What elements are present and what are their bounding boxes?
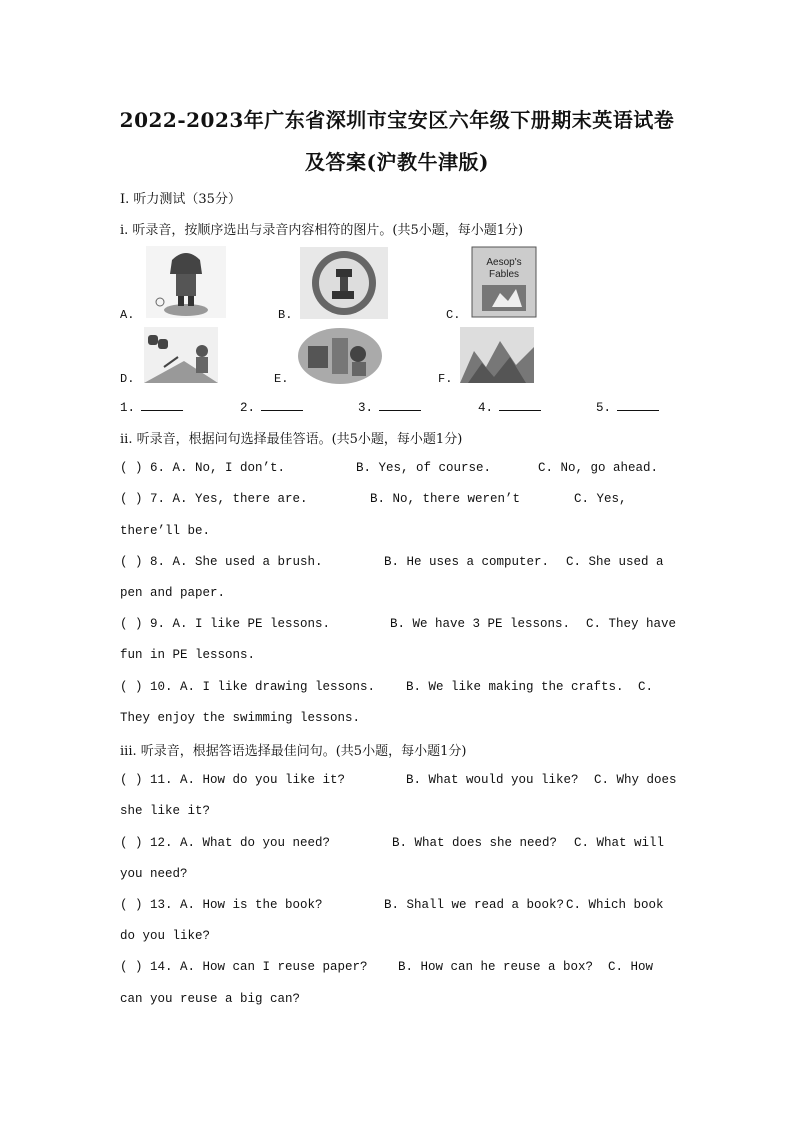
picture-b-sign	[300, 247, 388, 319]
option-b: B. We have 3 PE lessons.	[390, 617, 571, 631]
section-heading: Ⅰ. 听力测试（35分）	[120, 192, 241, 207]
blank-2[interactable]	[240, 398, 303, 415]
picture-label-e: E.	[274, 372, 289, 386]
book-title-1: Aesop's	[486, 257, 522, 268]
picture-label-f: F.	[438, 372, 453, 386]
option-a: ( ) 8. A. She used a brush.	[120, 555, 323, 569]
option-a: ( ) 9. A. I like PE lessons.	[120, 617, 331, 631]
option-c: C. What will	[574, 836, 665, 850]
option-a: ( ) 10. A. I like drawing lessons.	[120, 680, 376, 694]
option-a: ( ) 13. A. How is the book?	[120, 898, 323, 912]
option-c-continued: can you reuse a big can?	[120, 992, 301, 1006]
blank-line	[617, 398, 659, 411]
option-c: C. How	[608, 960, 654, 974]
book-title-2: Fables	[488, 269, 520, 280]
option-c-continued: They enjoy the swimming lessons.	[120, 711, 361, 725]
option-b: B. We like making the crafts.	[406, 680, 624, 694]
option-b: B. Shall we read a book?	[384, 898, 565, 912]
blank-5[interactable]	[596, 398, 659, 415]
picture-e-room	[298, 328, 382, 384]
blank-4[interactable]	[478, 398, 541, 415]
blank-number: 2.	[240, 401, 256, 415]
option-c-continued: she like it?	[120, 804, 211, 818]
option-c: C. Which book	[566, 898, 664, 912]
option-b: B. What would you like?	[406, 773, 579, 787]
option-c: C. She used a	[566, 555, 664, 569]
option-c-continued: fun in PE lessons.	[120, 648, 256, 662]
picture-label-c: C.	[446, 308, 461, 322]
picture-label-b: B.	[278, 308, 293, 322]
picture-f-landscape	[460, 327, 534, 383]
page-title: 2022-2023年广东省深圳市宝安区六年级下册期末英语试卷	[119, 108, 675, 132]
picture-label-a: A.	[120, 308, 135, 322]
option-c: C. No, go ahead.	[538, 461, 659, 475]
option-b: B. What does she need?	[392, 836, 558, 850]
option-c: C. They have	[586, 617, 677, 631]
blank-line	[141, 398, 183, 411]
part-heading: i. 听录音，按顺序选出与录音内容相符的图片。(共5小题，每小题1分)	[120, 223, 524, 238]
blank-line	[499, 398, 541, 411]
option-c-continued: pen and paper.	[120, 586, 226, 600]
picture-d-binoculars-hiker	[144, 327, 218, 383]
option-b: B. He uses a computer.	[384, 555, 550, 569]
option-a: ( ) 12. A. What do you need?	[120, 836, 331, 850]
option-c: C. Yes,	[574, 492, 627, 506]
option-b: B. Yes, of course.	[356, 461, 492, 475]
blank-number: 4.	[478, 401, 494, 415]
blank-number: 5.	[596, 401, 612, 415]
option-a: ( ) 6. A. No, I don’t.	[120, 461, 286, 475]
picture-label-d: D.	[120, 372, 135, 386]
option-b: B. No, there weren’t	[370, 492, 521, 506]
blank-line	[379, 398, 421, 411]
picture-a-girl-weighing	[146, 246, 226, 318]
option-a: ( ) 11. A. How do you like it?	[120, 773, 346, 787]
blank-number: 1.	[120, 401, 136, 415]
option-c-continued: do you like?	[120, 929, 211, 943]
part-heading: iii. 听录音，根据答语选择最佳问句。(共5小题，每小题1分)	[120, 744, 467, 759]
page-subtitle: 及答案(沪教牛津版)	[305, 150, 489, 174]
option-c-continued: you need?	[120, 867, 188, 881]
part-heading: ii. 听录音，根据问句选择最佳答语。(共5小题，每小题1分)	[120, 432, 463, 447]
blank-3[interactable]	[358, 398, 421, 415]
option-a: ( ) 7. A. Yes, there are.	[120, 492, 308, 506]
option-b: B. How can he reuse a box?	[398, 960, 594, 974]
blank-line	[261, 398, 303, 411]
picture-c-book	[470, 245, 540, 319]
option-a: ( ) 14. A. How can I reuse paper?	[120, 960, 368, 974]
option-c: C. Why does	[594, 773, 677, 787]
option-c: C.	[638, 680, 654, 694]
blank-1[interactable]	[120, 398, 183, 415]
option-c-continued: there’ll be.	[120, 524, 211, 538]
blank-number: 3.	[358, 401, 374, 415]
